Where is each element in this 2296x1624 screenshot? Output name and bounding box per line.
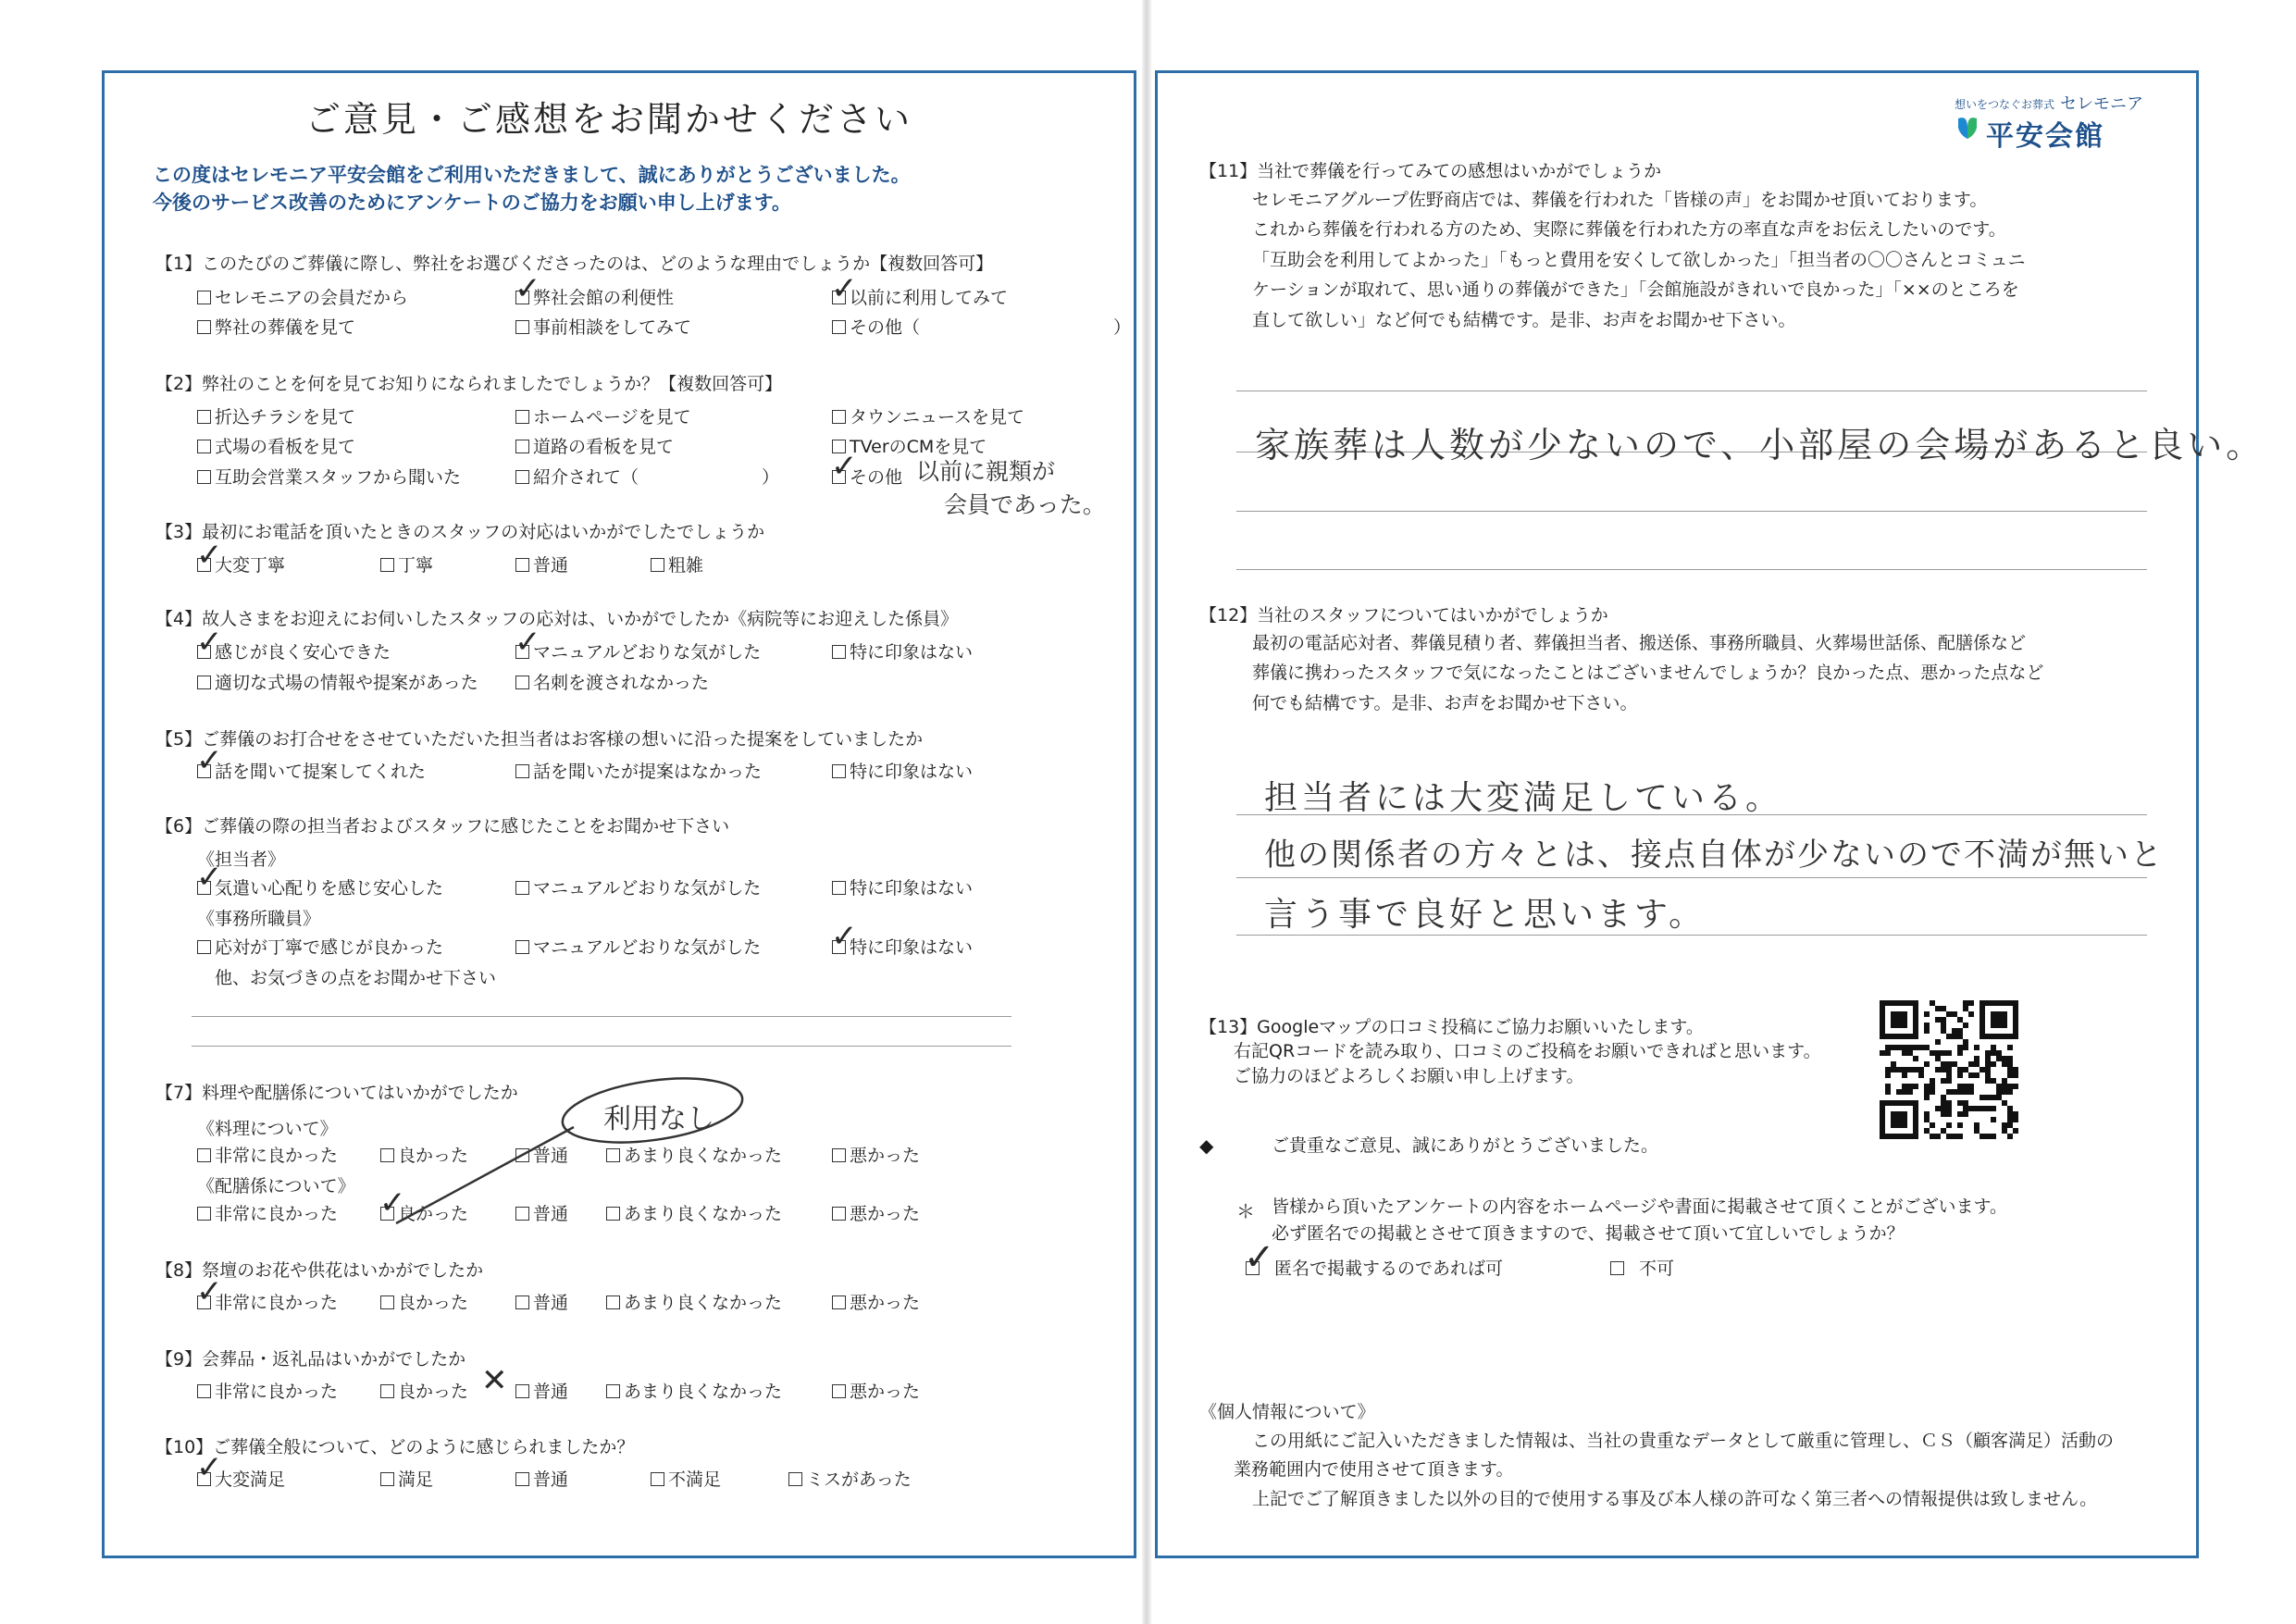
q4-option[interactable]: 適切な式場の情報や提案があった — [197, 669, 478, 694]
checkbox[interactable] — [606, 1384, 620, 1398]
q6-answer-line[interactable] — [192, 1046, 1011, 1047]
checkbox[interactable] — [515, 410, 529, 424]
q6-sub-office: 《事務所職員》 — [197, 909, 321, 929]
logo-brand: セレモニア — [2060, 94, 2143, 114]
q2-option[interactable]: 折込チラシを見て — [197, 403, 355, 428]
q1-option[interactable]: 弊社の葬儀を見て — [197, 314, 355, 339]
q2-option[interactable]: TVerのCMを見て — [832, 433, 987, 458]
intro-line-1: この度はセレモニア平安会館をご利用いただきまして、誠にありがとうございました。 — [153, 164, 911, 186]
q1-option[interactable]: その他（ ） — [832, 314, 1131, 339]
checkbox[interactable] — [832, 645, 846, 659]
q9-option[interactable]: 良かった — [380, 1378, 468, 1403]
q3-option[interactable]: 丁寧 — [380, 552, 433, 576]
checkbox[interactable] — [515, 764, 529, 778]
checkbox[interactable] — [515, 1472, 529, 1486]
q9-option[interactable]: 非常に良かった — [197, 1378, 338, 1403]
q7-option[interactable]: 非常に良かった — [197, 1142, 338, 1167]
checkbox[interactable] — [197, 320, 211, 334]
q6-title: 【6】ご葬儀の際の担当者およびスタッフに感じたことをお聞かせ下さい — [155, 816, 730, 837]
check-mark-icon: ✓ — [196, 859, 223, 896]
q7-option[interactable]: あまり良くなかった — [606, 1200, 782, 1225]
q1-option[interactable]: 弊社会館の利便性 — [515, 284, 674, 309]
q9-option[interactable]: あまり良くなかった — [606, 1378, 782, 1403]
q2-option[interactable]: ホームページを見て — [515, 403, 691, 428]
q4-title: 【4】故人さまをお迎えにお伺いしたスタッフの応対は、いかがでしたか《病院等にお迎えした係員》 — [155, 609, 959, 629]
q6-option[interactable]: 特に印象はない — [832, 874, 973, 899]
logo-tagline: 想いをつなぐお葬式 — [1955, 98, 2055, 111]
q2-option[interactable]: タウンニュースを見て — [832, 403, 1024, 428]
checkbox[interactable] — [832, 1148, 846, 1162]
checkbox[interactable] — [606, 1207, 620, 1221]
checkbox[interactable] — [515, 1295, 529, 1309]
q11-body-2: これから葬儀を行われる方のため、実際に葬儀を行われた方の率直な声をお伝えしたいのです。 — [1252, 219, 2006, 240]
publish-option-anonymous[interactable]: 匿名で掲載するのであれば可 — [1246, 1255, 1503, 1280]
q12-title: 【12】当社のスタッフについてはいかがでしょうか — [1199, 605, 1608, 626]
checkbox[interactable] — [515, 558, 529, 572]
q10-title: 【10】ご葬儀全般について、どのように感じられましたか？ — [155, 1437, 635, 1457]
google-maps-qr-code[interactable] — [1869, 999, 2029, 1140]
q7-option[interactable]: 良かった — [380, 1200, 468, 1225]
q1-option[interactable]: 事前相談をしてみて — [515, 314, 691, 339]
q7-handwritten-not-used: 利用なし — [603, 1103, 714, 1135]
check-mark-icon: ✓ — [196, 1449, 223, 1486]
check-mark-icon: ✓ — [831, 270, 858, 307]
checkbox[interactable] — [515, 470, 529, 484]
checkbox[interactable] — [197, 410, 211, 424]
q6-option[interactable]: マニュアルどおりな気がした — [515, 934, 761, 959]
q11-handwritten-answer: 家族葬は人数が少ないので、小部屋の会場があると良い。 — [1255, 425, 2265, 465]
q7-option[interactable]: 悪かった — [832, 1142, 920, 1167]
checkbox[interactable] — [197, 1207, 211, 1221]
checkbox[interactable] — [515, 320, 529, 334]
q13-body-1: 右記QRコードを読み取り、口コミのご投稿をお願いできればと思います。 — [1234, 1041, 1821, 1061]
q11-title: 【11】当社で葬儀を行ってみての感想はいかがでしょうか — [1199, 161, 1662, 181]
checkbox[interactable] — [515, 881, 529, 895]
page-fold — [1142, 0, 1151, 1624]
checkbox[interactable] — [606, 1148, 620, 1162]
checkbox[interactable] — [788, 1472, 802, 1486]
q3-option[interactable]: 大変丁寧 — [197, 552, 285, 576]
q12-handwritten-line-3: 言う事で良好と思います。 — [1264, 896, 1706, 934]
publish-line-2: 必ず匿名での掲載とさせて頂きますので、掲載させて頂いて宜しいでしょうか？ — [1272, 1223, 1905, 1244]
q12-answer-line[interactable] — [1236, 877, 2147, 878]
q9-option[interactable]: 普通 — [515, 1378, 568, 1403]
checkbox[interactable] — [197, 291, 211, 304]
checkbox[interactable] — [515, 1384, 529, 1398]
check-mark-icon: ✓ — [515, 624, 541, 661]
q5-option[interactable]: 話を聞いたが提案はなかった — [515, 758, 762, 783]
survey-title: ご意見・ご感想をお聞かせください — [305, 99, 913, 140]
q4-option[interactable]: 名刺を渡されなかった — [515, 669, 709, 694]
privacy-body-3: 上記でご了解頂きました以外の目的で使用する事及び本人様の許可なく第三者への情報提供は致しません。 — [1252, 1489, 2098, 1509]
q13-title: 【13】Googleマップの口コミ投稿にご協力お願いいたします。 — [1199, 1017, 1704, 1037]
q13-body-2: ご協力のほどよろしくお願い申し上げます。 — [1234, 1066, 1584, 1086]
q4-option[interactable]: 特に印象はない — [832, 638, 973, 663]
checkbox[interactable] — [832, 881, 846, 895]
q7-option[interactable]: 悪かった — [832, 1200, 920, 1225]
q12-body-3: 何でも結構です。是非、お声をお聞かせ下さい。 — [1252, 693, 1638, 713]
checkbox[interactable] — [380, 1384, 394, 1398]
check-mark-icon: ✓ — [379, 1184, 406, 1221]
q5-option[interactable]: 話を聞いて提案してくれた — [197, 758, 426, 783]
q11-body-1: セレモニアグループ佐野商店では、葬儀を行われた「皆様の声」をお聞かせ頂いております。 — [1252, 190, 1988, 210]
q2-option[interactable]: 式場の看板を見て — [197, 433, 355, 458]
q1-option[interactable]: セレモニアの会員だから — [197, 284, 408, 309]
checkbox[interactable] — [832, 1384, 846, 1398]
q11-answer-line[interactable] — [1236, 511, 2147, 512]
q3-option[interactable]: 普通 — [515, 552, 568, 576]
q2-handwritten-line-2: 会員であった。 — [944, 491, 1106, 518]
checkbox[interactable] — [606, 1295, 620, 1309]
q7-option[interactable]: 非常に良かった — [197, 1200, 338, 1225]
q2-option[interactable]: 紹介されて（ ） — [515, 464, 779, 489]
q3-option[interactable]: 粗雑 — [651, 552, 703, 576]
diamond-bullet-icon: ◆ — [1199, 1134, 1214, 1157]
q5-option[interactable]: 特に印象はない — [832, 758, 973, 783]
privacy-body-1: この用紙にご記入いただきました情報は、当社の貴重なデータとして厳重に管理し、ＣＳ（顧客満足）活動の — [1252, 1431, 2115, 1451]
q12-handwritten-line-1: 担当者には大変満足している。 — [1264, 779, 1783, 817]
q2-option[interactable]: 互助会営業スタッフから聞いた — [197, 464, 461, 489]
checkbox[interactable] — [832, 410, 846, 424]
logo-name: 平安会館 — [1986, 120, 2104, 153]
checkbox[interactable] — [197, 470, 211, 484]
check-mark-icon: ✓ — [196, 1273, 223, 1310]
q7-sub-server: 《配膳係について》 — [197, 1176, 355, 1196]
q7-option[interactable]: あまり良くなかった — [606, 1142, 782, 1167]
check-mark-icon: ✓ — [196, 624, 223, 661]
check-mark-icon: ✓ — [196, 537, 223, 574]
q9-title: 【9】会葬品・返礼品はいかがでしたか — [155, 1349, 466, 1370]
check-mark-icon: ✓ — [1244, 1236, 1275, 1279]
check-mark-icon: ✓ — [831, 918, 858, 955]
q6-sub-tantousha: 《担当者》 — [197, 849, 286, 870]
q6-option[interactable]: 特に印象はない — [832, 934, 973, 959]
privacy-title: 《個人情報について》 — [1199, 1402, 1375, 1422]
checkbox[interactable] — [197, 440, 211, 453]
checkbox[interactable] — [832, 764, 846, 778]
q8-option[interactable]: あまり良くなかった — [606, 1289, 782, 1314]
q11-answer-line[interactable] — [1236, 569, 2147, 570]
privacy-body-2: 業務範囲内で使用させて頂きます。 — [1234, 1459, 1514, 1480]
q7-title: 【7】料理や配膳係についてはいかがでしたか — [155, 1083, 518, 1103]
checkbox[interactable] — [515, 440, 529, 453]
checkbox[interactable] — [651, 558, 664, 572]
q3-title: 【3】最初にお電話を頂いたときのスタッフの対応はいかがでしたでしょうか — [155, 522, 765, 542]
q11-body-3: 「互助会を利用してよかった」「もっと費用を安くして欲しかった」「担当者の〇〇さんとコミュニ — [1252, 250, 2026, 270]
checkbox[interactable] — [380, 558, 394, 572]
checkbox[interactable] — [651, 1472, 664, 1486]
checkbox[interactable] — [515, 940, 529, 954]
asterisk-bullet-icon: ＊ — [1236, 1200, 1255, 1222]
q1-title: 【1】このたびのご葬儀に際し、弊社をお選びくださったのは、どのような理由でしょうか【複数回答可】 — [155, 254, 994, 274]
q8-option[interactable]: 悪かった — [832, 1289, 920, 1314]
q4-option[interactable]: マニュアルどおりな気がした — [515, 638, 761, 663]
q6-option[interactable]: マニュアルどおりな気がした — [515, 874, 761, 899]
checkbox[interactable] — [197, 940, 211, 954]
q5-title: 【5】ご葬儀のお打合せをさせていただいた担当者はお客様の想いに沿った提案をしていましたか — [155, 729, 924, 750]
q10-option[interactable]: ミスがあった — [788, 1466, 912, 1491]
q8-option[interactable]: 良かった — [380, 1289, 468, 1314]
q2-handwritten-line-1: 以前に親類が — [916, 458, 1056, 485]
q8-title: 【8】祭壇のお花や供花はいかがでしたか — [155, 1260, 484, 1281]
checkbox[interactable] — [197, 676, 211, 689]
q7-option[interactable]: 普通 — [515, 1200, 568, 1225]
q2-title: 【2】弊社のことを何を見てお知りになられましたでしょうか？【複数回答可】 — [155, 374, 783, 394]
q6-other-prompt: 他、お気づきの点をお聞かせ下さい — [215, 968, 497, 988]
check-mark-icon: ✓ — [831, 448, 858, 485]
checkbox[interactable] — [832, 1295, 846, 1309]
publish-line-1: 皆様から頂いたアンケートの内容をホームページや書面に掲載させて頂くことがございます。 — [1272, 1196, 2007, 1217]
checkbox[interactable] — [832, 1207, 846, 1221]
q10-option[interactable]: 満足 — [380, 1466, 433, 1491]
q2-option[interactable]: その他 — [832, 464, 902, 489]
q4-option[interactable]: 感じが良く安心できた — [197, 638, 391, 663]
checkbox[interactable] — [1610, 1261, 1624, 1275]
cross-mark-icon: ✕ — [481, 1362, 508, 1399]
checkbox[interactable] — [197, 1384, 211, 1398]
checkbox[interactable] — [380, 1472, 394, 1486]
brand-logo-mark-icon — [1955, 115, 1980, 143]
q10-option[interactable]: 不満足 — [651, 1466, 721, 1491]
publish-option-no[interactable]: 不可 — [1610, 1255, 1674, 1280]
q7-sub-food: 《料理について》 — [197, 1119, 338, 1139]
q8-option[interactable]: 普通 — [515, 1289, 568, 1314]
q11-body-4: ケーションが取れて、思い通りの葬儀ができた」「会館施設がきれいで良かった」「××のところを — [1252, 279, 2019, 300]
checkbox[interactable] — [515, 676, 529, 689]
check-mark-icon: ✓ — [515, 270, 541, 307]
q2-option[interactable]: 道路の看板を見て — [515, 433, 674, 458]
q6-option[interactable]: 気遣い心配りを感じ安心した — [197, 874, 443, 899]
q9-option[interactable]: 悪かった — [832, 1378, 920, 1403]
thanks-message: ご貴重なご意見、誠にありがとうございました。 — [1272, 1135, 1659, 1156]
check-mark-icon: ✓ — [196, 742, 223, 779]
intro-line-2: 今後のサービス改善のためにアンケートのご協力をお願い申し上げます。 — [153, 192, 792, 214]
q11-body-5: 直して欲しい」など何でも結構です。是非、お声をお聞かせ下さい。 — [1252, 310, 1796, 330]
q12-handwritten-line-2: 他の関係者の方々とは、接点自体が少ないので不満が無いと — [1264, 837, 2164, 874]
q12-body-1: 最初の電話応対者、葬儀見積り者、葬儀担当者、搬送係、事務所職員、火葬場世話係、配膳係など — [1252, 633, 2027, 653]
q1-option[interactable]: 以前に利用してみて — [832, 284, 1008, 309]
checkbox[interactable] — [832, 320, 846, 334]
q7-strike-line — [389, 1120, 592, 1231]
q6-option[interactable]: 応対が丁寧で感じが良かった — [197, 934, 443, 959]
q12-body-2: 葬儀に携わったスタッフで気になったことはございませんでしょうか？良かった点、悪かった点など — [1252, 663, 2044, 683]
q8-option[interactable]: 非常に良かった — [197, 1289, 338, 1314]
q10-option[interactable]: 普通 — [515, 1466, 568, 1491]
checkbox[interactable] — [380, 1295, 394, 1309]
q7-option[interactable]: 良かった — [380, 1142, 468, 1167]
q10-option[interactable]: 大変満足 — [197, 1466, 285, 1491]
checkbox[interactable] — [197, 1148, 211, 1162]
q7-option[interactable]: 普通 — [515, 1142, 568, 1167]
q6-answer-line[interactable] — [192, 1016, 1011, 1017]
